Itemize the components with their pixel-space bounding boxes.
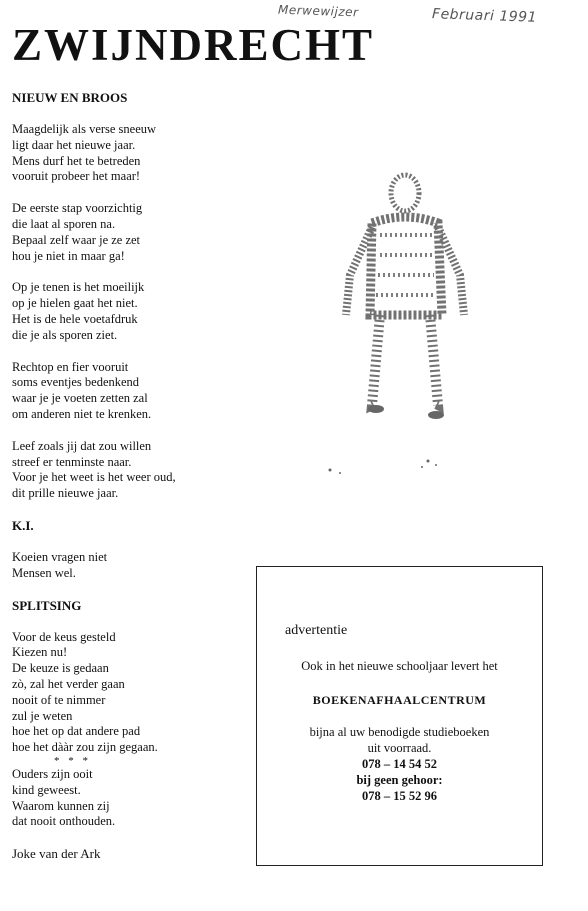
poem-line: streef er tenminste naar. bbox=[12, 454, 132, 469]
poem-line: nooit of te nimmer bbox=[12, 692, 106, 707]
poem-line: zò, zal het verder gaan bbox=[12, 676, 125, 691]
stanza bbox=[12, 201, 252, 264]
ad-phone-secondary: 078 – 15 52 96 bbox=[362, 789, 437, 803]
poem-line: kind geweest. bbox=[12, 782, 81, 797]
poem-line: zul je weten bbox=[12, 708, 73, 723]
poem-line: hou je niet in maar ga! bbox=[12, 248, 125, 263]
stanza bbox=[12, 439, 252, 502]
poem-heading: NIEUW EN BROOS bbox=[12, 90, 128, 105]
poem-line: Voor de keus gesteld bbox=[12, 629, 116, 644]
poem-line: hoe het dààr zou zijn gegaan. bbox=[12, 740, 158, 755]
poem-line: Leef zoals jij dat zou willen bbox=[12, 438, 152, 453]
poem-line: Mensen wel. bbox=[12, 565, 76, 580]
poem-line: vooruit probeer het maar! bbox=[12, 169, 141, 184]
poem-line: dat nooit onthouden. bbox=[12, 814, 116, 829]
poem-line: op je hielen gaat het niet. bbox=[12, 296, 138, 311]
poem-line: Het is de hele voetafdruk bbox=[12, 311, 138, 326]
ad-phone-primary: 078 – 14 54 52 bbox=[362, 757, 437, 771]
poem-line: Koeien vragen niet bbox=[12, 549, 108, 564]
poem-line: Maagdelijk als verse sneeuw bbox=[12, 122, 157, 136]
stanza bbox=[12, 767, 252, 830]
ad-intro-text: Ook in het nieuwe schooljaar levert het bbox=[301, 659, 498, 673]
poem-nieuw-en-broos bbox=[12, 90, 252, 502]
stanza bbox=[12, 360, 252, 423]
poem-line: waar je je voeten zetten zal bbox=[12, 391, 148, 406]
stanza bbox=[12, 630, 252, 756]
poem-heading: SPLITSING bbox=[12, 597, 82, 613]
poem-line: De keuze is gedaan bbox=[12, 661, 109, 676]
advertisement-box bbox=[256, 566, 543, 866]
handwritten-source-note: Merwewijzer bbox=[277, 2, 359, 20]
poem-line: De eerste stap voorzichtig bbox=[12, 201, 143, 216]
poem-line: Mens durf het te betreden bbox=[12, 153, 141, 168]
stanza bbox=[12, 550, 252, 582]
poem-line: dit prille nieuwe jaar. bbox=[12, 486, 119, 501]
ad-description: uit voorraad. bbox=[367, 741, 432, 755]
stanza bbox=[12, 122, 252, 185]
poem-line: Bepaal zelf waar je ze zet bbox=[12, 232, 141, 247]
poem-line: ligt daar het nieuwe jaar. bbox=[12, 137, 136, 152]
poem-line: die laat al sporen na. bbox=[12, 216, 116, 231]
poem-line: Kiezen nu! bbox=[12, 645, 68, 660]
poem-line: hoe het op dat andere pad bbox=[12, 724, 141, 739]
poem-line: Voor je het weet is het weer oud, bbox=[12, 470, 176, 485]
poem-splitsing bbox=[12, 598, 252, 831]
ad-label: advertentie bbox=[285, 623, 348, 638]
ad-no-answer-label: bij geen gehoor: bbox=[356, 773, 443, 787]
poem-line: om anderen niet te krenken. bbox=[12, 406, 152, 421]
poem-ki bbox=[12, 518, 252, 582]
author-signature: Joke van der Ark bbox=[12, 846, 101, 862]
poem-line: Ouders zijn ooit bbox=[12, 766, 93, 781]
page-title: ZWIJNDRECHT bbox=[12, 20, 375, 70]
ad-business-name: BOEKENAFHAALCENTRUM bbox=[312, 693, 487, 707]
poem-line: Op je tenen is het moeilijk bbox=[12, 280, 145, 295]
poem-line: Waarom kunnen zij bbox=[12, 798, 110, 813]
poem-line: soms eventjes bedenkend bbox=[12, 375, 140, 390]
handwritten-date-note: Februari 1991 bbox=[431, 6, 538, 26]
ad-description: bijna al uw benodigde studieboeken bbox=[309, 725, 490, 739]
section-separator: * * * bbox=[54, 754, 91, 767]
stanza bbox=[12, 280, 252, 343]
poems-column bbox=[12, 90, 252, 862]
poem-heading: K.I. bbox=[12, 517, 34, 533]
footprint-figure-illustration bbox=[310, 165, 510, 495]
poem-line: die je als sporen ziet. bbox=[12, 327, 118, 342]
poem-line: Rechtop en fier vooruit bbox=[12, 359, 129, 374]
